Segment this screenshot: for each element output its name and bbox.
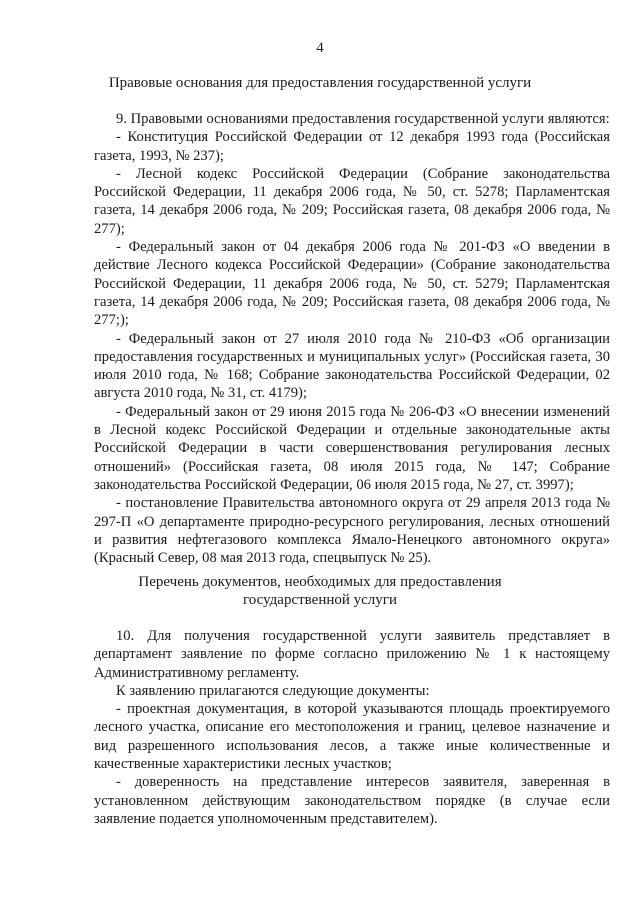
section-heading-documents	[0, 573, 640, 609]
section-heading-documents-line2: государственной услуги	[243, 592, 397, 608]
list-item-project-docs: - проектная документация, в которой указываются площадь проектируемого лесного участка, описание его местоположения и границ, целевое назначение и вид разрешенного использования лесов, а также иные количественные и качественные характеристики лесных участков;	[94, 701, 610, 773]
paragraph-9-intro: 9. Правовыми основаниями предоставления государственной услуги являются:	[116, 111, 610, 127]
paragraph-10: 10. Для получения государственной услуги заявитель представляет в департамент заявление по форме согласно приложению № 1 к настоящему Административному регламенту.	[94, 628, 610, 681]
list-item-resolution-297: - постановление Правительства автономного округа от 29 апреля 2013 года № 297-П «О департаменте природно-ресурсного регулирования, лесных отношений и развития нефтегазового комплекса Ямало-Ненецкого автономного округа» (Красный Север, 08 мая 2013 года, спецвыпуск № 25).	[94, 495, 610, 567]
page-number: 4	[316, 40, 324, 56]
legal-grounds-list	[94, 110, 610, 567]
list-item-forest-code: - Лесной кодекс Российской Федерации (Собрание законодательства Российской Федерации, 11 декабря 2006 года, № 50, ст. 5278; Парламентская газета, 14 декабря 2006 года, № 209; Российская газета, 08 декабря 2006 года, № 277);	[94, 165, 610, 237]
paragraph-attachments-intro: К заявлению прилагаются следующие документы:	[116, 682, 430, 699]
list-item-power-of-attorney: - доверенность на представление интересов заявителя, заверенная в установленном действующим законодательством порядке (в случае если заявление подается уполномоченным представителем).	[94, 774, 610, 827]
list-item-law-201: - Федеральный закон от 04 декабря 2006 года № 201-ФЗ «О введении в действие Лесного кодекса Российской Федерации» (Собрание законодательства Российской Федерации, 11 декабря 2006 года, № 50, ст. 5279; Парламентская газета, 14 декабря 2006 года, № 209; Российская газета, 08 декабря 2006 года, № 277;);	[94, 239, 610, 329]
section-heading-documents-line1: Перечень документов, необходимых для предоставления	[138, 574, 502, 590]
list-item-constitution: - Конституция Российской Федерации от 12 декабря 1993 года (Российская газета, 1993, № 237);	[94, 129, 610, 164]
list-item-law-206: - Федеральный закон от 29 июня 2015 года № 206-ФЗ «О внесении изменений в Лесной кодекс Российской Федерации и отдельные законодательные акты Российской Федерации в части совершенствования регулирования лесных отношений» (Российская газета, 08 июля 2015 года, № 147; Собрание законодательства Российской Федерации, 06 июля 2015 года, № 27, ст. 3997);	[94, 403, 610, 493]
list-item-law-210: - Федеральный закон от 27 июля 2010 года № 210-ФЗ «Об организации предоставления государственных и муниципальных услуг» (Российская газета, 30 июля 2010 года, № 168; Собрание законодательства Российской Федерации, 02 августа 2010 года, № 31, ст. 4179);	[94, 330, 610, 402]
documents-list	[94, 627, 610, 828]
section-heading-legal-grounds: Правовые основания для предоставления государственной услуги	[108, 75, 532, 91]
